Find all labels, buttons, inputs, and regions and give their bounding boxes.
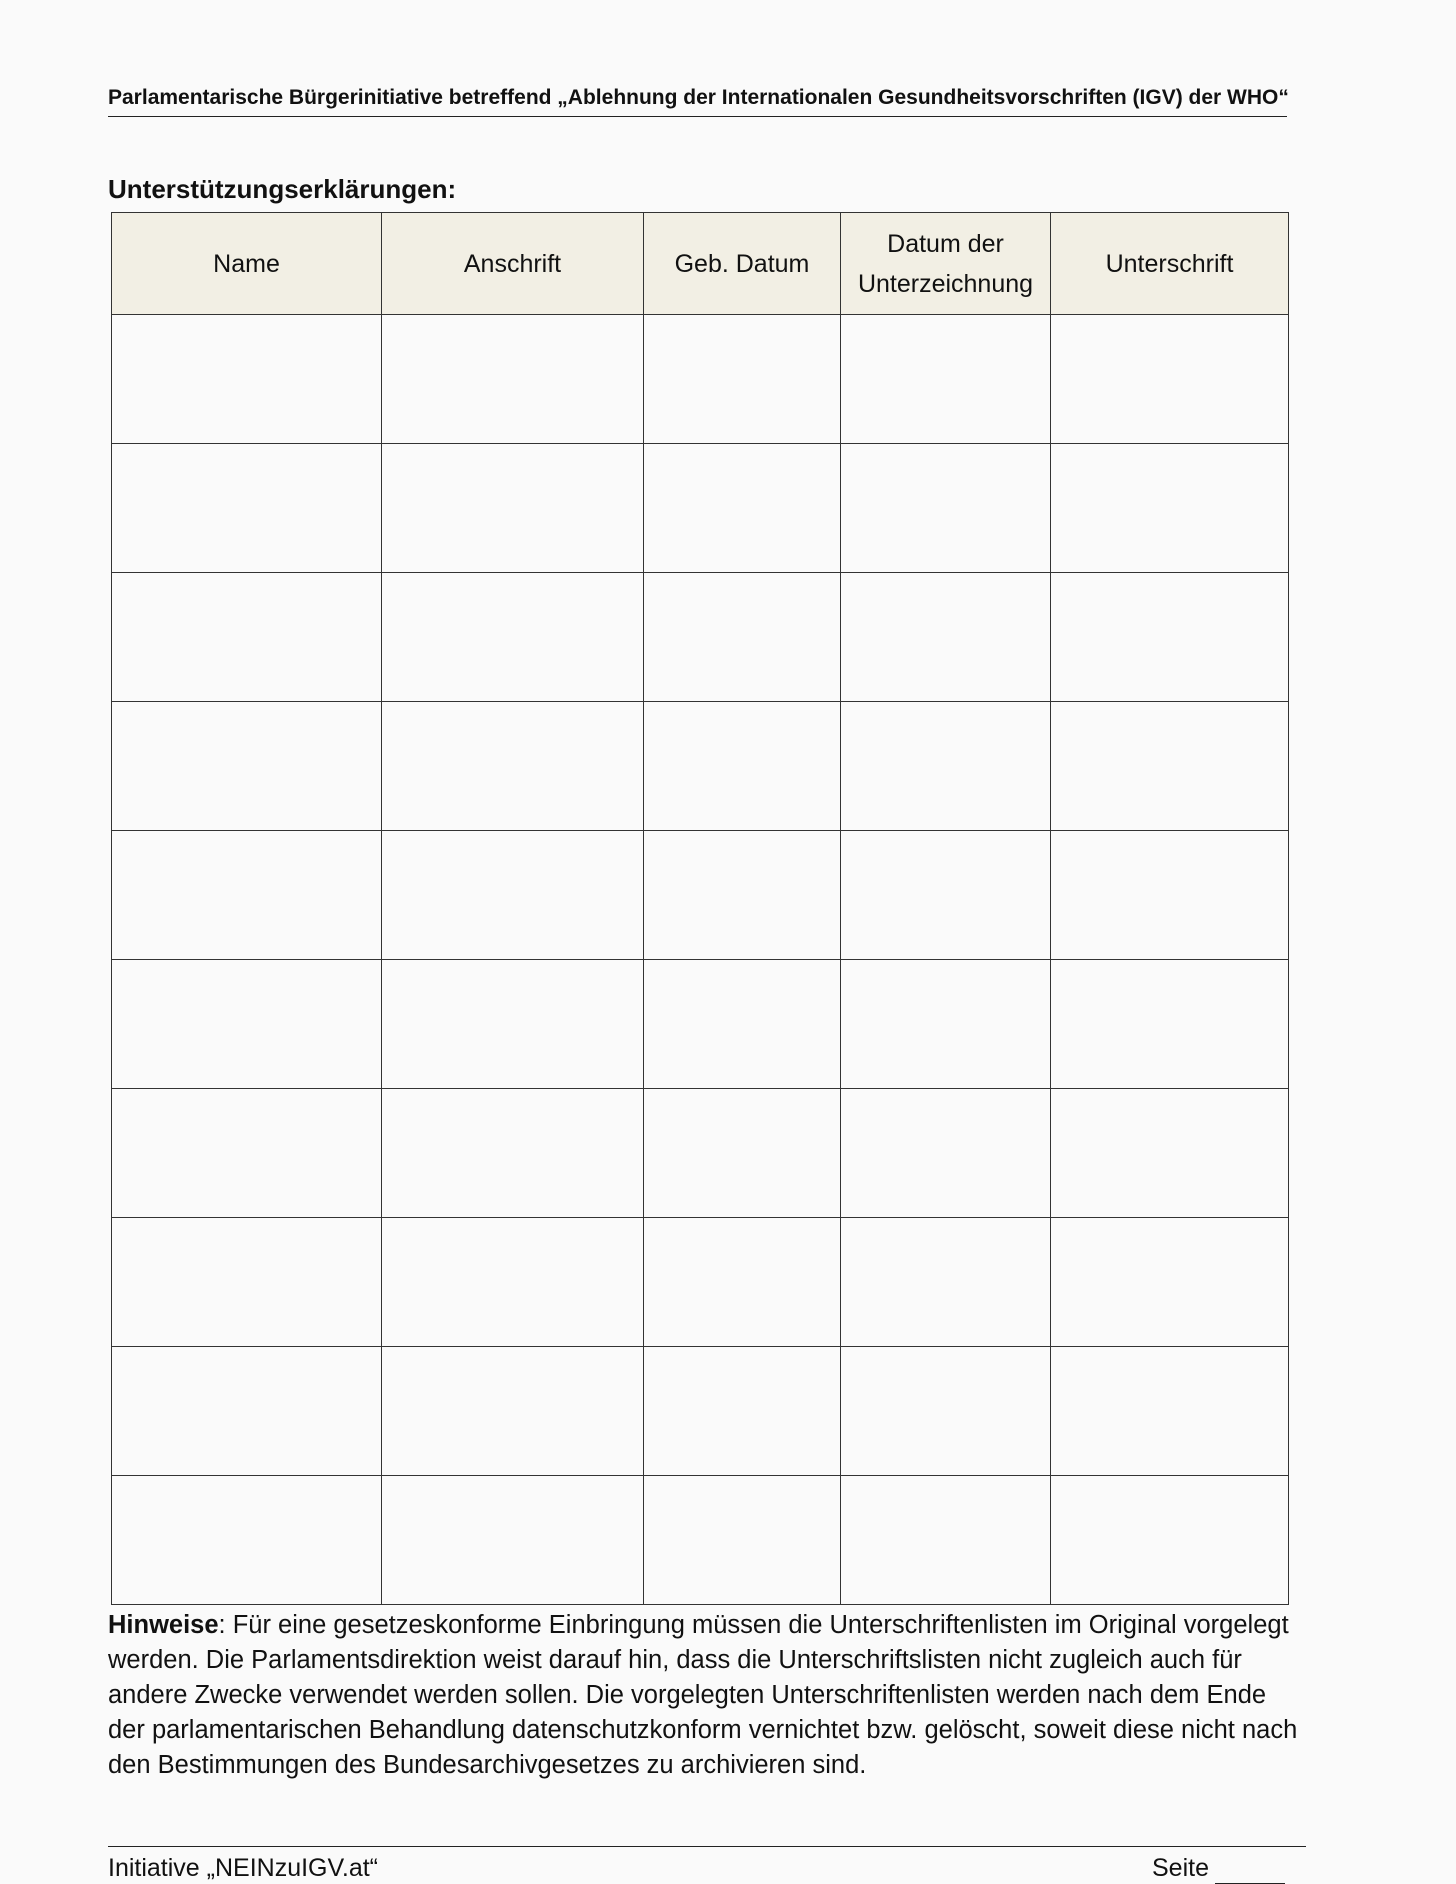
cell-signing-date[interactable] [841,315,1051,444]
cell-signing-date[interactable] [841,1218,1051,1347]
cell-address[interactable] [382,573,644,702]
document-header-title: Parlamentarische Bürgerinitiative betreffend „Ablehnung der Internationalen Gesundheitsvorschriften (IGV) der WHO“ [108,86,1289,109]
cell-birth-date[interactable] [644,1347,841,1476]
section-title: Unterstützungserklärungen: [108,174,457,204]
cell-signing-date[interactable] [841,960,1051,1089]
table-row [112,444,1289,573]
cell-birth-date[interactable] [644,702,841,831]
table-row [112,1347,1289,1476]
cell-address[interactable] [382,315,644,444]
notes-label: Hinweise [108,1611,219,1639]
cell-signing-date[interactable] [841,1476,1051,1605]
table-body [112,315,1289,1605]
cell-signature[interactable] [1051,1476,1289,1605]
footer-divider [108,1846,1306,1847]
cell-name[interactable] [112,1476,382,1605]
table-row [112,960,1289,1089]
cell-name[interactable] [112,702,382,831]
table-row [112,702,1289,831]
cell-address[interactable] [382,702,644,831]
table-row [112,831,1289,960]
cell-birth-date[interactable] [644,960,841,1089]
cell-birth-date[interactable] [644,1218,841,1347]
table-row [112,1218,1289,1347]
table-row [112,573,1289,702]
notes-text: : Für eine gesetzeskonforme Einbringung müssen die Unterschriftenlisten im Original vorgelegt werden. Die Parlamentsdirektion weist darauf hin, dass die Unterschriftslisten nicht zugleich auch für andere Zwecke verwendet werden sollen. Die vorgelegten Unterschriftenlisten werden nach dem Ende der parlamentarischen Behandlung datenschutzkonform vernichtet bzw. gelöscht, soweit diese nicht nach den Bestimmungen des Bundesarchivgesetzes zu archivieren sind. [108,1611,1298,1779]
footer-page [1152,1852,1285,1884]
page-number-blank [1215,1859,1285,1884]
column-header-name: Name [112,213,382,315]
footer-initiative: Initiative „NEINzuIGV.at“ [108,1854,379,1882]
cell-birth-date[interactable] [644,444,841,573]
cell-signing-date[interactable] [841,444,1051,573]
table-row [112,1089,1289,1218]
footer-page-label: Seite [1152,1854,1209,1882]
cell-address[interactable] [382,831,644,960]
notes-paragraph [108,1608,1298,1783]
cell-signing-date[interactable] [841,831,1051,960]
signature-table [111,212,1289,1605]
cell-signature[interactable] [1051,1218,1289,1347]
cell-address[interactable] [382,1218,644,1347]
cell-signature[interactable] [1051,960,1289,1089]
cell-signature[interactable] [1051,1089,1289,1218]
cell-signing-date[interactable] [841,702,1051,831]
cell-birth-date[interactable] [644,315,841,444]
header-divider [108,116,1287,117]
cell-name[interactable] [112,573,382,702]
cell-name[interactable] [112,960,382,1089]
cell-signing-date[interactable] [841,573,1051,702]
cell-name[interactable] [112,1218,382,1347]
table-row [112,315,1289,444]
cell-signature[interactable] [1051,831,1289,960]
column-header-signature: Unterschrift [1051,213,1289,315]
cell-birth-date[interactable] [644,573,841,702]
cell-signature[interactable] [1051,573,1289,702]
cell-name[interactable] [112,831,382,960]
cell-address[interactable] [382,1089,644,1218]
cell-address[interactable] [382,1347,644,1476]
table-row [112,1476,1289,1605]
cell-name[interactable] [112,444,382,573]
column-header-birth-date: Geb. Datum [644,213,841,315]
cell-signature[interactable] [1051,315,1289,444]
cell-signature[interactable] [1051,1347,1289,1476]
cell-signature[interactable] [1051,444,1289,573]
cell-birth-date[interactable] [644,1089,841,1218]
cell-name[interactable] [112,315,382,444]
table-header-row [112,213,1289,315]
cell-birth-date[interactable] [644,1476,841,1605]
cell-birth-date[interactable] [644,831,841,960]
cell-address[interactable] [382,1476,644,1605]
cell-name[interactable] [112,1089,382,1218]
column-header-signing-date: Datum der Unterzeichnung [841,213,1051,315]
cell-address[interactable] [382,444,644,573]
cell-signature[interactable] [1051,702,1289,831]
cell-name[interactable] [112,1347,382,1476]
cell-signing-date[interactable] [841,1347,1051,1476]
column-header-address: Anschrift [382,213,644,315]
cell-address[interactable] [382,960,644,1089]
cell-signing-date[interactable] [841,1089,1051,1218]
